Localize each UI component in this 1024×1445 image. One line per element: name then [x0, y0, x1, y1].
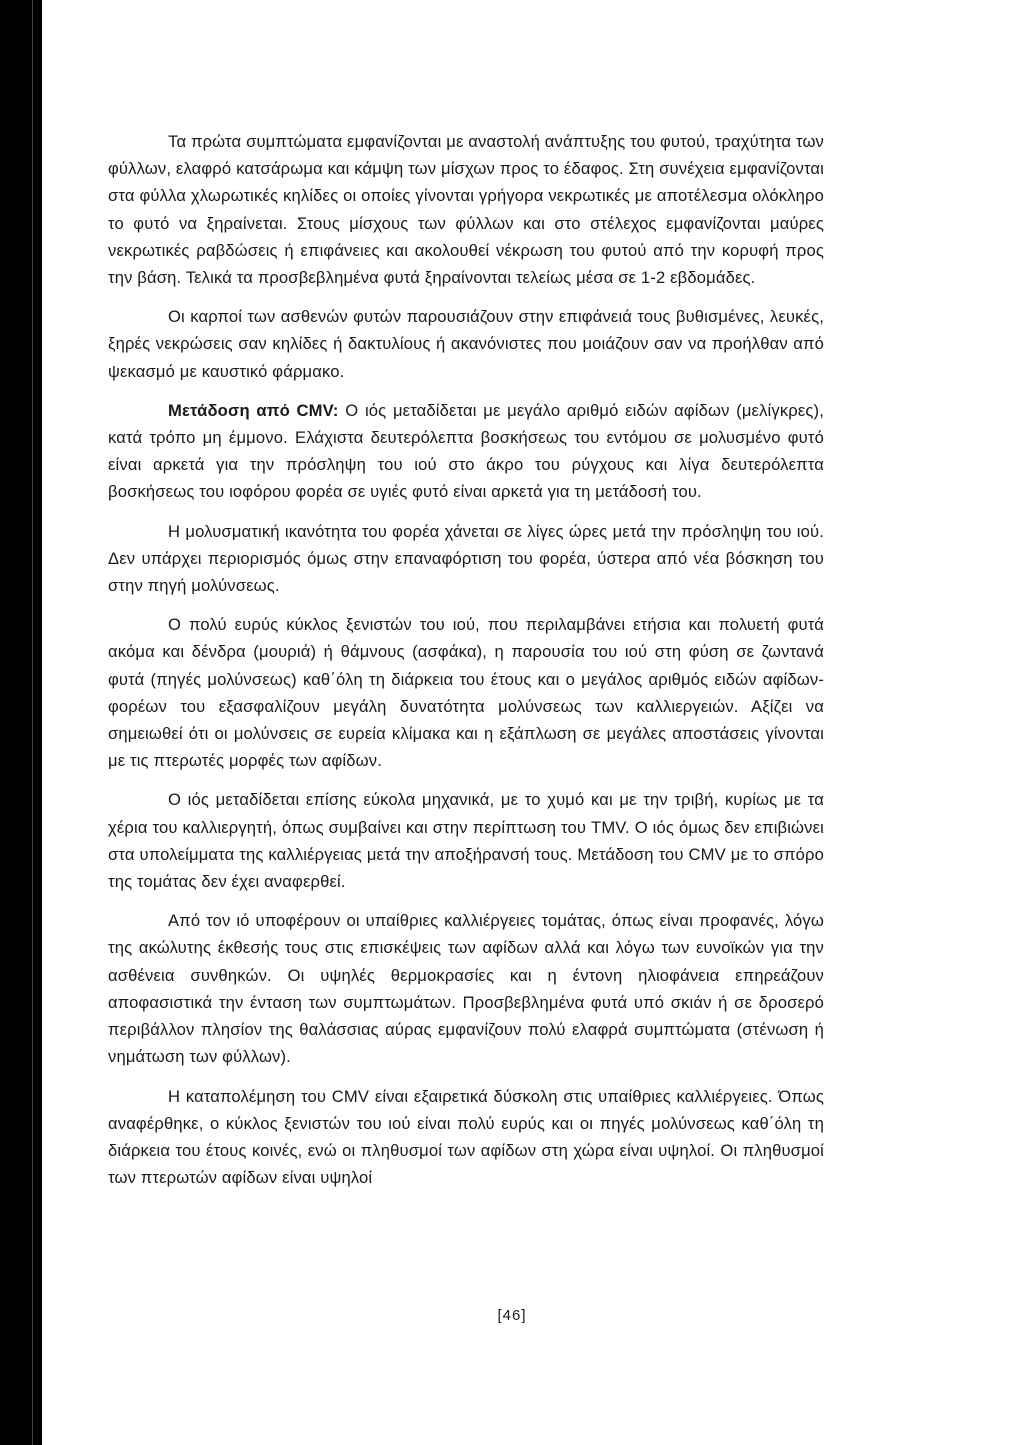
paragraph-symptoms: Τα πρώτα συμπτώματα εμφανίζονται με αναστολή ανάπτυξης του φυτού, τραχύτητα των φύλλων, ελαφρό κατσάρωμα και κάμψη των μίσχων προς το έδαφος. Στη συνέχεια εμφανίζονται στα φύλλα χλωρωτικές κηλίδες οι οποίες γίνονται γρήγορα νεκρωτικές με αποτέλεσμα ολόκληρο το φυτό να ξηραίνεται. Στους μίσχους των φύλλων και στο στέλεχος εμφανίζονται μαύρες νεκρωτικές ραβδώσεις ή επιφάνειες και ακολουθεί νέκρωση του φυτού από την κορυφή προς την βάση. Τελικά τα προσβεβλημένα φυτά ξηραίνονται τελείως μέσα σε 1-2 εβδομάδες. [108, 132, 824, 288]
paragraph-host-range: Ο πολύ ευρύς κύκλος ξενιστών του ιού, που περιλαμβάνει ετήσια και πολυετή φυτά ακόμα και δένδρα (μουριά) ή θάμνους (ασφάκα), η παρουσία του ιού στη φύση σε ζωντανά φυτά (πηγές μολύνσεως) καθ΄όλη τη διάρκεια του έτους και ο μεγάλος αριθμός ειδών αφίδων-φορέων του εξασφαλίζουν μεγάλη δυνατότητα μολύνσεως των καλλιεργειών. Αξίζει να σημειωθεί ότι οι μολύνσεις σε ευρεία κλίμακα και η εξάπλωση σε μεγάλες αποστάσεις γίνονται με τις πτερωτές μορφές των αφίδων. [108, 615, 824, 771]
paragraph-infectivity: Η μολυσματική ικανότητα του φορέα χάνεται σε λίγες ώρες μετά την πρόσληψη του ιού. Δεν υπάρχει περιορισμός όμως στην επαναφόρτιση του φορέα, ύστερα από νέα βόσκηση του στην πηγή μολύνσεως. [108, 521, 824, 596]
paragraph-field-crops: Από τον ιό υποφέρουν οι υπαίθριες καλλιέργειες τομάτας, όπως είναι προφανές, λόγω της ακώλυτης έκθεσής τους στις επισκέψεις των αφίδων αλλά και λόγω των ευνοϊκών για την ασθένεια συνθηκών. Οι υψηλές θερμοκρασίες και η έντονη ηλιοφάνεια επηρεάζουν αποφασιστικά την ένταση των συμπτωμάτων. Προσβεβλημένα φυτά υπό σκιάν ή σε δροσερό περιβάλλον πλησίον της θαλάσσιας αύρας εμφανίζουν πολύ ελαφρά συμπτώματα (στένωση ή νημάτωση των φύλλων). [108, 911, 824, 1067]
transmission-heading: Μετάδοση από CMV: [168, 400, 339, 420]
page-number: [46] [497, 1307, 527, 1324]
paragraph-mechanical-transmission: Ο ιός μεταδίδεται επίσης εύκολα μηχανικά, με το χυμό και με την τριβή, κυρίως με τα χέρια του καλλιεργητή, όπως συμβαίνει και στην περίπτωση του TMV. Ο ιός όμως δεν επιβιώνει στα υπολείμματα της καλλιέργειας μετά την αποξήρανσή τους. Μετάδοση του CMV με το σπόρο της τομάτας δεν έχει αναφερθεί. [108, 790, 824, 892]
document-body [108, 128, 824, 1203]
transmission-text: Ο ιός μεταδίδεται με μεγάλο αριθμό ειδών αφίδων (μελίγκρες), κατά τρόπο μη έμμονο. Ελάχιστα δευτερόλεπτα βοσκήσεως του εντόμου σε μολυσμένο φυτό είναι αρκετά για την πρόσληψη του ιού στο άκρο του ρύγχους και λίγα δευτερόλεπτα βοσκήσεως του ιοφόρου φορέα σε υγιές φυτό είναι αρκετά για τη μετάδοσή του. [108, 400, 824, 502]
paragraph-fruits: Οι καρποί των ασθενών φυτών παρουσιάζουν στην επιφάνειά τους βυθισμένες, λευκές, ξηρές νεκρώσεις σαν κηλίδες ή δακτυλίους ή ακανόνιστες που μοιάζουν σαν να προήλθαν από ψεκασμό με καυστικό φάρμακο. [108, 307, 824, 381]
paragraph-transmission [108, 397, 824, 506]
scan-margin-line [32, 0, 33, 1445]
paragraph-control: Η καταπολέμηση του CMV είναι εξαιρετικά δύσκολη στις υπαίθριες καλλιέργειες. Όπως αναφέρθηκε, ο κύκλος ξενιστών του ιού είναι πολύ ευρύς και οι πηγές μολύνσεως καθ΄όλη τη διάρκεια του έτους κοινές, ενώ οι πληθυσμοί των αφίδων στη χώρα είναι υψηλοί. Οι πληθυσμοί των πτερωτών αφίδων είναι υψηλοί [108, 1086, 824, 1188]
